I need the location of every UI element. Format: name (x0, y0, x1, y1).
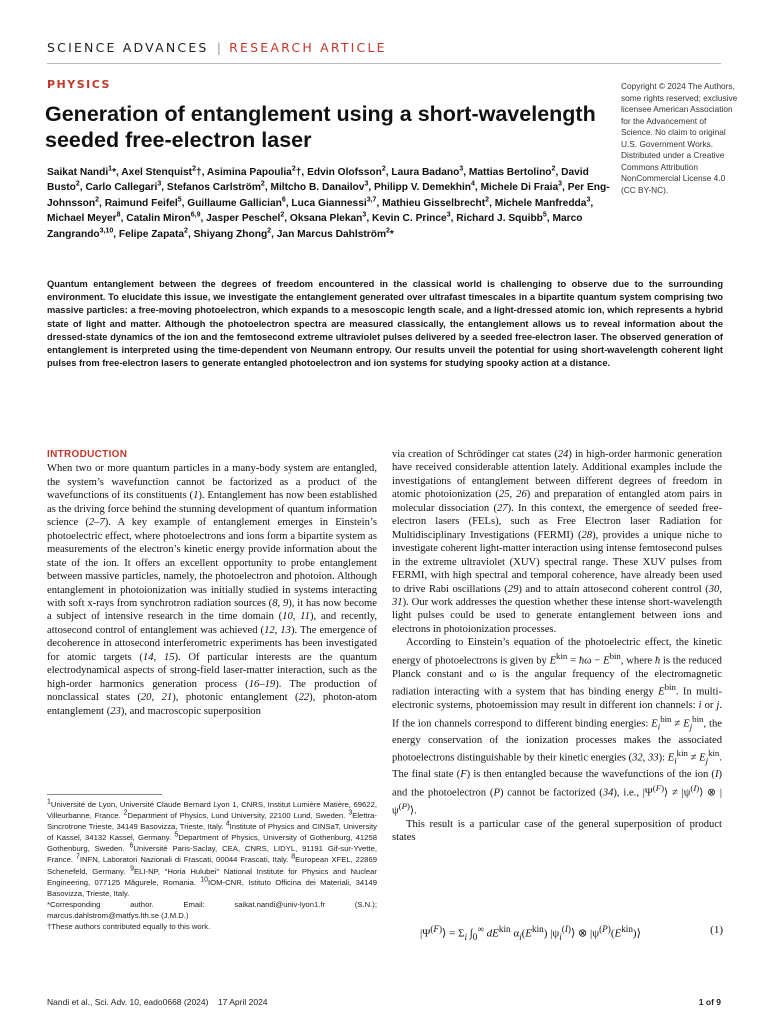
equation-number: (1) (710, 924, 723, 936)
copyright-notice: Copyright © 2024 The Authors, some rights reserved; exclusive licensee American Association for the Advancement of Science. No claim to original U.S. Government Works. Distributed under a Creative Commons Attribution NonCommercial License 4.0 (CC BY-NC). (621, 81, 738, 195)
paragraph: via creation of Schrödinger cat states (24) in high-order harmonic generation have received considerable attention lately. Additional examples include the investigations of entanglement between different degrees of freedom in atomic photoionization (25, 26) and preparation of entangled atom pairs in molecular dissociation (27). In this context, the emergence of seeded free-electron lasers (FELs), such as Free Electron laser Radiation for Multidisciplinary Investigations (FERMI) (28), provides a unique niche to investigate coherent light-matter interaction using intense femtosecond pulses in the extreme ultraviolet (XUV) spectral range. These XUV pulses from FERMI, with high spectral and temporal coherence, have already been used to drive Rabi oscillations (29) and to attain attosecond coherent control (30, 31). Our work addresses the question whether these intense short-wavelength light pulses could be used to generate entanglement between ions and electrons in photoionization processes. (392, 449, 722, 635)
affiliations: $^1$Université de Lyon, Université Claude Bernard Lyon 1, CNRS, Institut Lumière Matière, 69622, Villeurbanne, France. $^2$Department of Physics, Lund University, 22100 Lund, Sweden. $^3$Elettra-Sincrotrone Trieste, 34149 Basovizza, Trieste, Italy. $^4$Institute of Physics and CINSaT, University of Kassel, 34132 Kassel, Germany. $^5$Department of Physics, University of Gothenburg, 41258 Gothenburg, Sweden. $^6$Université Paris-Saclay, CEA, CNRS, LIDYL, 91191 Gif-sur-Yvette, France. $^7$INFN, Laboratori Nazionali di Frascati, 00044 Frascati, Italy. $^8$European XFEL, 22869 Schenefeld, Germany. $^9$ELI-NP, "Horia Hulubei" National Institute for Physics and Nuclear Engineering, 077125 Măgurele, Romania. $^{10}$IOM-CNR, Istituto Officina dei Materiali, 34149 Basovizza, Trieste, Italy. *Corresponding author. Email: saikat.nandi@univ-lyon1.fr (S.N.); marcus.dahlstrom@matfys.lth.se (J.M.D.) †These authors contributed equally to this work. (47, 798, 377, 932)
right-column (392, 448, 722, 845)
equation-body: $|\Psi^{(F)}⟩ = \Sigma_i$ $\int_0^\infty$ $dE^{kin}$ $\alpha_i(E^{kin})$ $|\psi_i^{(I)}⟩$ ⊗ $|\psi^{(P)}(E^{kin})⟩$ (420, 924, 641, 942)
paragraph: When two or more quantum particles in a many-body system are entangled, the system’s wavefunction cannot be factorized as a product of the wavefunctions of its constituents (1). Entanglement has now been established as the driving force behind the stunning development of quantum information science (2–7). A key example of entanglement emerges in Einstein’s photoelectric effect, where photoelectrons and ions form a bipartite system as measurements of the electron’s kinetic energy provide information about the state of the ion. It offers an excellent opportunity to probe entanglement between massive particles, namely, the photoelectron and photoion. Although entanglement in photoionization was initially studied in systems interacting with soft x-rays from synchrotron radiation sources (8, 9), it has now become a subject of intensive research in the time domain (10, 11), and recently, attosecond control of entanglement was achieved (12, 13). The emergence of decoherence in attosecond interferometric experiments has been investigated for atomic targets (14, 15). Of particular interests are the quantum electrodynamical aspects of strong-field laser-matter interaction, such as the high-order harmonics generation process (16–19). The production of nonclassical states (20, 21), photonic entanglement (22), photon-atom entanglement (23), and macroscopic superposition (47, 463, 378, 717)
paragraph: This result is a particular case of the general superposition of product states (392, 818, 722, 844)
equation-1 (420, 919, 723, 949)
header-rule (47, 63, 721, 64)
abstract: Quantum entanglement between the degrees of freedom encountered in the classical world is challenging to observe due to the surrounding environment. To elucidate this issue, we investigate the entanglement generated over ultrafast timescales in a bipartite quantum system comprising two massive particles: a free-moving photoelectron, which expands to a mesoscopic length scale, and a light-dressed atomic ion, which represents a hybrid state of light and matter. Although the photoelectron spectra are measured classically, the entanglement allows us to reveal information about the dressed-state dynamics of the ion and the femtosecond extreme ultraviolet pulses delivered by a seeded free-electron laser. The observed generation of entanglement is interpreted using the time-dependent von Neumann entropy. Our results unveil the potential for using short-wavelength coherent light pulses from free-electron lasers to generate entangled photoelectron and ion systems for studying spooky action at a distance. (47, 279, 723, 369)
footer-citation (47, 997, 268, 1007)
affiliation-rule (47, 794, 162, 795)
page-number: 1 of 9 (698, 997, 721, 1007)
publication-date: 17 April 2024 (217, 997, 268, 1007)
paragraph: According to Einstein’s equation of the photoelectric effect, the kinetic energy of photoelectrons is given by $E^{kin}$ = ħω − $E^{bin}$, where ħ is the reduced Planck constant and ω is the angular frequency of the electromagnetic radiation interacting with a system that has binding energy $E^{bin}$. In multi-electronic systems, photoemission may result in different ion channels: i or j. If the ion channels correspond to different binding energies: $E_i^{bin} \ne E_j^{bin}$, the energy conservation of the ionization processes makes the associated photoelectrons distinguishable by their kinetic energies (32, 33): $E_i^{kin} \ne E_j^{kin}$. The final state (F) is then entangled because the wavefunctions of the ion (I) and the photoelectron (P) cannot be factorized (34), i.e., $|\Psi^{(F)}⟩$ ≠ $|\psi^{(I)}⟩$ ⊗ $|\psi^{(P)}⟩$. (392, 637, 722, 817)
section-label: PHYSICS (47, 78, 111, 91)
article-type: RESEARCH ARTICLE (229, 40, 387, 55)
journal-header (47, 40, 387, 55)
author-list: Saikat Nandi$^1$*, Axel Stenquist$^2$†, Asimina Papoulia$^2$†, Edvin Olofsson$^2$, Laura Badano$^3$, Mattias Bertolino$^2$, David Busto$^2$, Carlo Callegari$^3$, Stefanos Carlström$^2$, Miltcho B. Danailov$^3$, Philipp V. Demekhin$^4$, Michele Di Fraia$^3$, Per Eng-Johnsson$^2$, Raimund Feifel$^5$, Guillaume Gallician$^6$, Luca Giannessi$^{3,7}$, Mathieu Gisselbrecht$^2$, Michele Manfredda$^3$, Michael Meyer$^8$, Catalin Miron$^{6,9}$, Jasper Peschel$^2$, Oksana Plekan$^3$, Kevin C. Prince$^3$, Richard J. Squibb$^5$, Marco Zangrando$^{3,10}$, Felipe Zapata$^2$, Shiyang Zhong$^2$, Jan Marcus Dahlström$^2$* (47, 165, 610, 240)
citation-text: Nandi et al., Sci. Adv. 10, eado0668 (2024) (47, 997, 209, 1007)
journal-name: SCIENCE ADVANCES (47, 40, 209, 55)
left-column (47, 448, 377, 718)
header-separator: | (216, 40, 221, 55)
article-title: Generation of entanglement using a short-wavelength seeded free-electron laser (45, 102, 596, 152)
introduction-heading: INTRODUCTION (47, 449, 128, 460)
